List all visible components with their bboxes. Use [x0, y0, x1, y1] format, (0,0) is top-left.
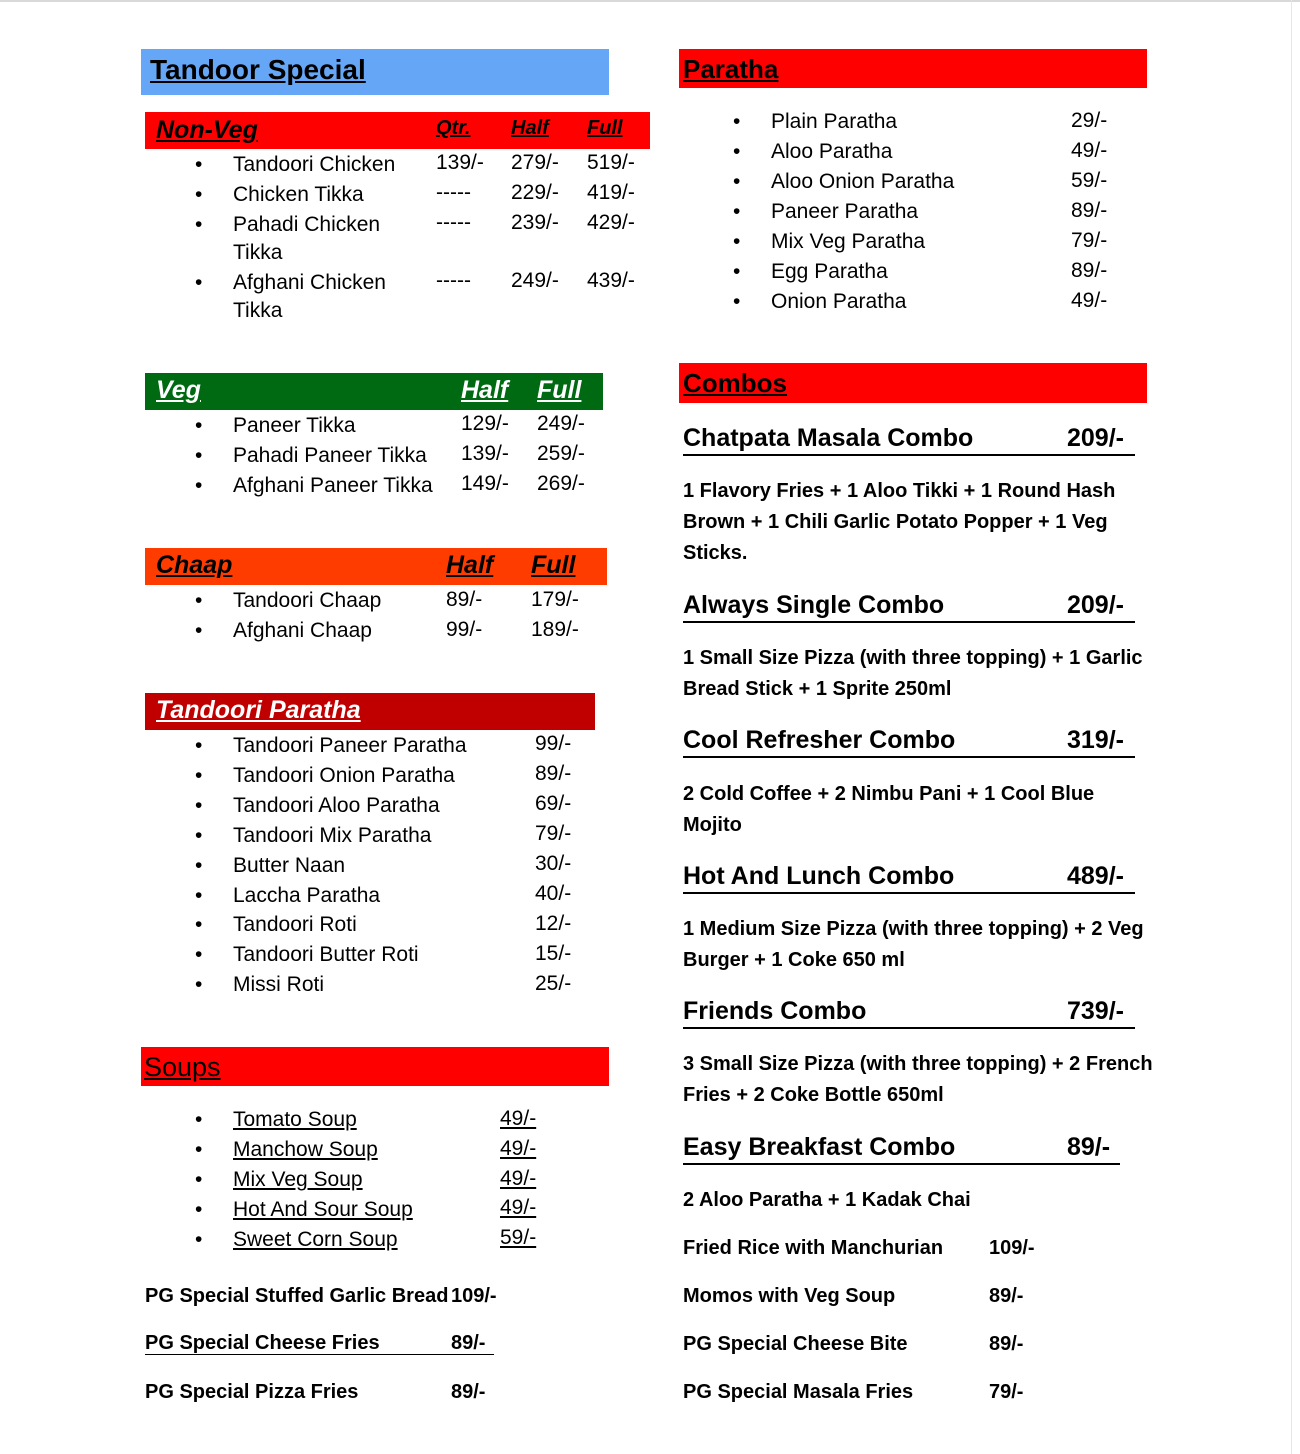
item-half-price: 229/- — [511, 181, 559, 204]
page-top-border — [0, 0, 1300, 2]
veg-title: Veg — [156, 376, 201, 404]
item-full-price: 259/- — [537, 442, 585, 465]
item-price: 49/- — [500, 1107, 537, 1130]
item-price: 79/- — [535, 822, 572, 845]
combo-name: Friends Combo — [683, 997, 867, 1025]
pg-special-price: 89/- — [451, 1332, 486, 1354]
item-price: 89/- — [1071, 199, 1108, 222]
chaap-col-full: Full — [531, 551, 576, 579]
item-half-price: 139/- — [461, 442, 509, 465]
item-full-price: 189/- — [531, 618, 579, 641]
list-item: • Egg Paratha — [771, 259, 888, 285]
combo-name: Easy Breakfast Combo — [683, 1133, 956, 1161]
list-item: • Plain Paratha — [771, 109, 897, 135]
item-half-price: 149/- — [461, 472, 509, 495]
combo-underline — [683, 756, 1135, 758]
item-qtr-price: 139/- — [436, 151, 484, 174]
combo-name: Chatpata Masala Combo — [683, 424, 974, 452]
page-right-border — [1291, 0, 1292, 1454]
item-price: 49/- — [1071, 289, 1108, 312]
item-price: 40/- — [535, 882, 572, 905]
extra-price: 89/- — [989, 1333, 1024, 1355]
item-half-price: 279/- — [511, 151, 559, 174]
list-item-continued: Tikka — [233, 299, 283, 322]
list-item: • Tandoori Mix Paratha — [233, 823, 431, 849]
list-item: • Afghani Chicken — [233, 270, 386, 296]
non-veg-col-qtr: Qtr. — [436, 117, 471, 139]
combo-price: 209/- — [1067, 424, 1124, 452]
combo-price: 89/- — [1067, 1133, 1111, 1161]
item-qtr-price: ----- — [436, 269, 471, 292]
combo-price: 489/- — [1067, 862, 1124, 890]
item-full-price: 249/- — [537, 412, 585, 435]
list-item: • Tandoori Chaap — [233, 588, 381, 614]
combo-description: 2 Cold Coffee + 2 Nimbu Pani + 1 Cool Blue Mojito — [683, 783, 1095, 836]
tandoor-special-title: Tandoor Special — [150, 54, 366, 85]
combo-underline — [683, 1027, 1135, 1029]
item-price: 15/- — [535, 942, 572, 965]
list-item: • Onion Paratha — [771, 289, 906, 315]
item-price: 89/- — [1071, 259, 1108, 282]
item-price: 49/- — [500, 1167, 537, 1190]
list-item: • Tandoori Paneer Paratha — [233, 733, 467, 759]
soups-title: Soups — [144, 1052, 221, 1082]
combo-underline — [683, 454, 1135, 456]
item-full-price: 179/- — [531, 588, 579, 611]
list-item: • Tandoori Chicken — [233, 152, 395, 178]
item-full-price: 269/- — [537, 472, 585, 495]
combo-underline — [683, 621, 1135, 623]
pg-special-item: PG Special Stuffed Garlic Bread — [145, 1285, 449, 1307]
list-item: • Manchow Soup — [233, 1137, 378, 1163]
item-half-price: 89/- — [446, 588, 483, 611]
item-full-price: 429/- — [587, 211, 635, 234]
extra-price: 109/- — [989, 1237, 1035, 1259]
item-price: 89/- — [535, 762, 572, 785]
item-full-price: 439/- — [587, 269, 635, 292]
combo-name: Always Single Combo — [683, 591, 945, 619]
list-item: • Chicken Tikka — [233, 182, 364, 208]
combo-description: 1 Flavory Fries + 1 Aloo Tikki + 1 Round Hash Brown + 1 Chili Garlic Potato Popper + 1 Veg Sticks. — [683, 480, 1116, 564]
list-item: • Mix Veg Paratha — [771, 229, 925, 255]
list-item: • Tomato Soup — [233, 1107, 357, 1133]
extra-item: PG Special Masala Fries — [683, 1381, 914, 1403]
non-veg-col-full: Full — [587, 117, 623, 139]
combo-underline — [683, 892, 1135, 894]
combo-name: Cool Refresher Combo — [683, 726, 956, 754]
item-qtr-price: ----- — [436, 211, 471, 234]
list-item: • Pahadi Chicken — [233, 212, 380, 238]
item-price: 59/- — [500, 1226, 537, 1249]
item-price: 69/- — [535, 792, 572, 815]
list-item: • Afghani Chaap — [233, 618, 372, 644]
veg-col-full: Full — [537, 376, 582, 404]
item-full-price: 519/- — [587, 151, 635, 174]
veg-header-bar — [145, 373, 603, 410]
combo-price: 209/- — [1067, 591, 1124, 619]
combo-description: 1 Small Size Pizza (with three topping) + 1 Garlic Bread Stick + 1 Sprite 250ml — [683, 647, 1143, 700]
list-item: • Laccha Paratha — [233, 883, 380, 909]
chaap-col-half: Half — [446, 551, 494, 579]
pg-special-price: 109/- — [451, 1285, 497, 1307]
item-price: 49/- — [500, 1196, 537, 1219]
extra-item: Momos with Veg Soup — [683, 1285, 896, 1307]
item-price: 49/- — [500, 1137, 537, 1160]
item-qtr-price: ----- — [436, 181, 471, 204]
item-price: 29/- — [1071, 109, 1108, 132]
combo-price: 739/- — [1067, 997, 1124, 1025]
extra-price: 79/- — [989, 1381, 1024, 1403]
item-price: 99/- — [535, 732, 572, 755]
item-half-price: 99/- — [446, 618, 483, 641]
extra-item: PG Special Cheese Bite — [683, 1333, 908, 1355]
list-item: • Afghani Paneer Tikka — [233, 473, 433, 499]
list-item: • Missi Roti — [233, 972, 324, 998]
combo-description: 3 Small Size Pizza (with three topping) + 2 French Fries + 2 Coke Bottle 650ml — [683, 1053, 1153, 1106]
item-price: 49/- — [1071, 139, 1108, 162]
list-item: • Paneer Paratha — [771, 199, 918, 225]
pg-special-underline — [145, 1354, 494, 1355]
list-item: • Aloo Onion Paratha — [771, 169, 954, 195]
veg-col-half: Half — [461, 376, 509, 404]
combos-title: Combos — [683, 368, 787, 398]
list-item: • Pahadi Paneer Tikka — [233, 443, 427, 469]
extra-price: 89/- — [989, 1285, 1024, 1307]
list-item: • Tandoori Onion Paratha — [233, 763, 455, 789]
list-item: • Mix Veg Soup — [233, 1167, 363, 1193]
pg-special-item: PG Special Pizza Fries — [145, 1381, 359, 1403]
extra-item: Fried Rice with Manchurian — [683, 1237, 944, 1259]
item-price: 25/- — [535, 972, 572, 995]
item-price: 12/- — [535, 912, 572, 935]
non-veg-col-half: Half — [511, 117, 549, 139]
item-half-price: 239/- — [511, 211, 559, 234]
list-item: • Hot And Sour Soup — [233, 1197, 413, 1223]
list-item: • Tandoori Aloo Paratha — [233, 793, 440, 819]
combo-underline — [683, 1163, 1120, 1165]
list-item: • Butter Naan — [233, 853, 345, 879]
item-half-price: 129/- — [461, 412, 509, 435]
combo-description: 2 Aloo Paratha + 1 Kadak Chai — [683, 1189, 971, 1211]
list-item: • Tandoori Roti — [233, 912, 357, 938]
chaap-title: Chaap — [156, 551, 233, 579]
item-price: 30/- — [535, 852, 572, 875]
pg-special-item: PG Special Cheese Fries — [145, 1332, 380, 1354]
item-price: 59/- — [1071, 169, 1108, 192]
item-half-price: 249/- — [511, 269, 559, 292]
combo-description: 1 Medium Size Pizza (with three topping) + 2 Veg Burger + 1 Coke 650 ml — [683, 918, 1144, 971]
list-item: • Tandoori Butter Roti — [233, 942, 419, 968]
pg-special-price: 89/- — [451, 1381, 486, 1403]
item-price: 79/- — [1071, 229, 1108, 252]
item-full-price: 419/- — [587, 181, 635, 204]
combo-price: 319/- — [1067, 726, 1124, 754]
non-veg-title: Non-Veg — [156, 116, 258, 144]
paratha-title: Paratha — [683, 54, 779, 84]
tandoori-paratha-title: Tandoori Paratha — [156, 696, 361, 724]
list-item: • Paneer Tikka — [233, 413, 356, 439]
combo-name: Hot And Lunch Combo — [683, 862, 955, 890]
list-item: • Aloo Paratha — [771, 139, 892, 165]
list-item-continued: Tikka — [233, 241, 283, 264]
list-item: • Sweet Corn Soup — [233, 1227, 398, 1253]
